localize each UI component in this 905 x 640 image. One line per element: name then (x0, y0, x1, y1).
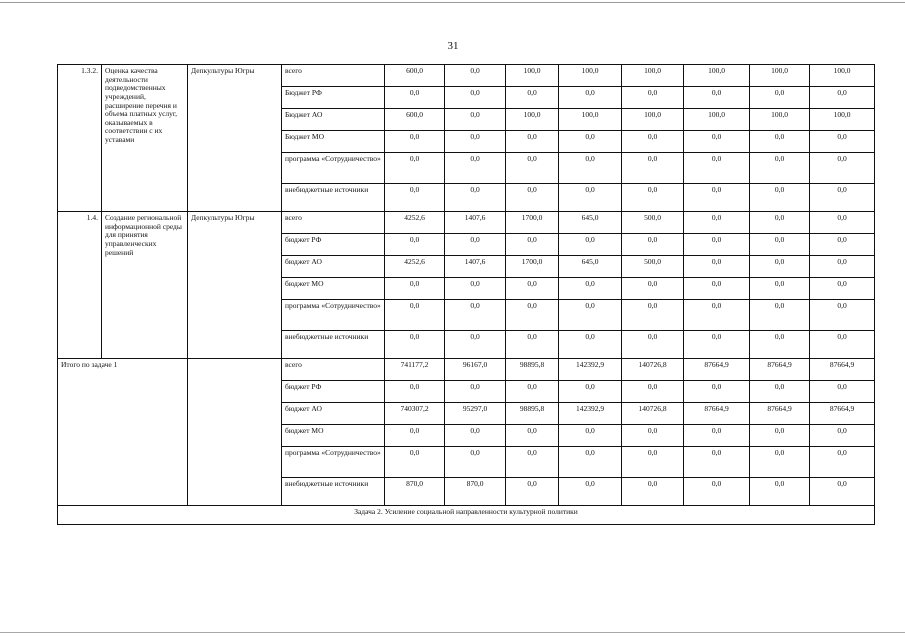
funding-value: 0,0 (810, 234, 875, 256)
funding-value: 0,0 (810, 87, 875, 109)
funding-value: 0,0 (622, 153, 684, 184)
funding-value: 100,0 (559, 109, 622, 131)
task-row (58, 506, 875, 525)
table-body (58, 65, 875, 525)
funding-source: бюджет РФ (282, 234, 385, 256)
funding-value: 0,0 (684, 478, 750, 506)
funding-value: 0,0 (506, 153, 559, 184)
funding-value: 0,0 (810, 256, 875, 278)
funding-value: 0,0 (622, 184, 684, 212)
funding-value: 0,0 (445, 65, 506, 87)
funding-value: 1407,6 (445, 256, 506, 278)
funding-value: 100,0 (506, 109, 559, 131)
funding-value: 1700,0 (506, 256, 559, 278)
funding-value: 0,0 (445, 447, 506, 478)
funding-value: 100,0 (684, 109, 750, 131)
section-name: Создание региональной информационной среды для принятия управленческих решений (102, 212, 188, 359)
funding-value: 0,0 (622, 300, 684, 331)
funding-value: 741177,2 (385, 359, 445, 381)
funding-value: 0,0 (622, 447, 684, 478)
funding-value: 100,0 (684, 65, 750, 87)
funding-value: 96167,0 (445, 359, 506, 381)
funding-value: 0,0 (506, 87, 559, 109)
funding-value: 0,0 (684, 153, 750, 184)
funding-value: 0,0 (559, 447, 622, 478)
funding-value: 0,0 (622, 331, 684, 359)
funding-value: 0,0 (385, 425, 445, 447)
funding-value: 0,0 (506, 425, 559, 447)
funding-value: 0,0 (750, 300, 810, 331)
funding-source: Бюджет АО (282, 109, 385, 131)
funding-value: 0,0 (385, 131, 445, 153)
funding-source: Бюджет РФ (282, 87, 385, 109)
funding-value: 0,0 (810, 447, 875, 478)
funding-value: 0,0 (385, 153, 445, 184)
funding-value: 0,0 (445, 381, 506, 403)
funding-source: бюджет РФ (282, 381, 385, 403)
funding-value: 0,0 (750, 153, 810, 184)
funding-value: 0,0 (506, 234, 559, 256)
funding-value: 142392,9 (559, 403, 622, 425)
funding-value: 0,0 (750, 212, 810, 234)
funding-value: 87664,9 (810, 403, 875, 425)
funding-value: 100,0 (810, 65, 875, 87)
section-executor: Депкультуры Югры (188, 65, 282, 212)
table-row (58, 359, 875, 381)
funding-value: 0,0 (750, 381, 810, 403)
funding-value: 0,0 (559, 131, 622, 153)
funding-value: 0,0 (445, 131, 506, 153)
funding-value: 98895,8 (506, 403, 559, 425)
budget-table (57, 64, 875, 525)
funding-value: 0,0 (810, 331, 875, 359)
funding-value: 0,0 (622, 234, 684, 256)
funding-value: 0,0 (622, 425, 684, 447)
funding-value: 0,0 (385, 331, 445, 359)
funding-value: 4252,6 (385, 256, 445, 278)
funding-value: 142392,9 (559, 359, 622, 381)
funding-value: 0,0 (385, 184, 445, 212)
funding-value: 0,0 (810, 381, 875, 403)
page-number: 31 (447, 40, 459, 52)
funding-value: 0,0 (622, 381, 684, 403)
funding-source: бюджет АО (282, 256, 385, 278)
funding-source: бюджет МО (282, 425, 385, 447)
funding-value: 0,0 (385, 278, 445, 300)
table-row (58, 212, 875, 234)
funding-value: 0,0 (445, 300, 506, 331)
funding-value: 0,0 (385, 381, 445, 403)
funding-value: 600,0 (385, 65, 445, 87)
funding-value: 0,0 (750, 131, 810, 153)
funding-value: 0,0 (559, 425, 622, 447)
funding-source: внебюджетные источники (282, 184, 385, 212)
funding-value: 0,0 (810, 212, 875, 234)
funding-value: 0,0 (506, 447, 559, 478)
funding-value: 0,0 (445, 109, 506, 131)
funding-source: внебюджетные источники (282, 478, 385, 506)
funding-value: 0,0 (559, 278, 622, 300)
funding-value: 0,0 (559, 331, 622, 359)
funding-value: 870,0 (445, 478, 506, 506)
funding-value: 100,0 (506, 65, 559, 87)
funding-value: 0,0 (559, 153, 622, 184)
funding-value: 0,0 (506, 184, 559, 212)
funding-source: Бюджет МО (282, 131, 385, 153)
funding-value: 0,0 (684, 212, 750, 234)
funding-value: 0,0 (684, 234, 750, 256)
funding-value: 4252,6 (385, 212, 445, 234)
funding-value: 0,0 (559, 234, 622, 256)
funding-source: программа «Сотрудничество» (282, 300, 385, 331)
funding-value: 0,0 (506, 331, 559, 359)
funding-value: 0,0 (810, 131, 875, 153)
funding-value: 0,0 (559, 184, 622, 212)
funding-value: 600,0 (385, 109, 445, 131)
funding-value: 0,0 (750, 425, 810, 447)
funding-value: 0,0 (684, 184, 750, 212)
funding-value: 870,0 (385, 478, 445, 506)
funding-value: 1700,0 (506, 212, 559, 234)
funding-value: 87664,9 (750, 359, 810, 381)
funding-value: 100,0 (622, 109, 684, 131)
funding-value: 0,0 (810, 184, 875, 212)
funding-value: 0,0 (445, 87, 506, 109)
funding-value: 0,0 (750, 234, 810, 256)
funding-value: 0,0 (622, 478, 684, 506)
funding-value: 0,0 (684, 331, 750, 359)
funding-value: 0,0 (810, 425, 875, 447)
funding-value: 0,0 (810, 478, 875, 506)
funding-value: 0,0 (684, 87, 750, 109)
funding-value: 0,0 (810, 153, 875, 184)
funding-value: 0,0 (684, 425, 750, 447)
funding-value: 0,0 (622, 278, 684, 300)
funding-value: 0,0 (445, 425, 506, 447)
funding-value: 0,0 (810, 278, 875, 300)
scan-edge-bottom (0, 632, 905, 633)
funding-value: 140726,8 (622, 359, 684, 381)
funding-value: 645,0 (559, 256, 622, 278)
funding-value: 87664,9 (810, 359, 875, 381)
funding-value: 645,0 (559, 212, 622, 234)
funding-value: 0,0 (385, 300, 445, 331)
funding-value: 0,0 (750, 278, 810, 300)
funding-source: внебюджетные источники (282, 331, 385, 359)
funding-value: 140726,8 (622, 403, 684, 425)
funding-value: 0,0 (750, 87, 810, 109)
funding-value: 87664,9 (684, 359, 750, 381)
funding-value: 87664,9 (750, 403, 810, 425)
funding-value: 500,0 (622, 212, 684, 234)
funding-value: 0,0 (750, 184, 810, 212)
funding-source: всего (282, 65, 385, 87)
funding-value: 100,0 (622, 65, 684, 87)
funding-value: 100,0 (559, 65, 622, 87)
section-code: 1.4. (58, 212, 102, 359)
funding-value: 0,0 (559, 300, 622, 331)
scan-edge-top (0, 2, 905, 3)
funding-value: 0,0 (445, 234, 506, 256)
section-executor (188, 359, 282, 506)
funding-value: 0,0 (559, 478, 622, 506)
funding-source: программа «Сотрудничество» (282, 447, 385, 478)
funding-source: всего (282, 359, 385, 381)
funding-value: 0,0 (445, 331, 506, 359)
funding-value: 0,0 (445, 153, 506, 184)
funding-value: 0,0 (506, 381, 559, 403)
funding-value: 500,0 (622, 256, 684, 278)
section-name: Итого по задаче 1 (58, 359, 188, 506)
funding-source: всего (282, 212, 385, 234)
funding-value: 0,0 (445, 278, 506, 300)
funding-value: 0,0 (750, 447, 810, 478)
funding-value: 87664,9 (684, 403, 750, 425)
funding-value: 0,0 (385, 234, 445, 256)
funding-value: 0,0 (559, 381, 622, 403)
funding-value: 0,0 (684, 447, 750, 478)
section-name: Оценка качества деятельности подведомственных учреждений, расширение перечня и объема платных услуг, оказываемых в соответствии с их уставами (102, 65, 188, 212)
funding-value: 0,0 (506, 131, 559, 153)
funding-value: 0,0 (750, 478, 810, 506)
funding-value: 0,0 (750, 256, 810, 278)
funding-value: 0,0 (622, 131, 684, 153)
funding-value: 0,0 (684, 381, 750, 403)
task2-title: Задача 2. Усиление социальной направленности культурной политики (58, 506, 875, 525)
funding-value: 0,0 (559, 87, 622, 109)
section-code: 1.3.2. (58, 65, 102, 212)
funding-value: 0,0 (684, 131, 750, 153)
funding-source: бюджет АО (282, 403, 385, 425)
funding-value: 0,0 (445, 184, 506, 212)
table-row (58, 65, 875, 87)
funding-value: 100,0 (810, 109, 875, 131)
funding-source: программа «Сотрудничество» (282, 153, 385, 184)
funding-value: 0,0 (506, 478, 559, 506)
funding-value: 0,0 (750, 331, 810, 359)
funding-value: 0,0 (684, 256, 750, 278)
section-executor: Депкультуры Югры (188, 212, 282, 359)
funding-value: 740307,2 (385, 403, 445, 425)
funding-value: 100,0 (750, 65, 810, 87)
funding-value: 0,0 (385, 447, 445, 478)
funding-value: 0,0 (385, 87, 445, 109)
funding-value: 0,0 (810, 300, 875, 331)
funding-value: 0,0 (684, 300, 750, 331)
funding-value: 100,0 (750, 109, 810, 131)
funding-value: 0,0 (506, 278, 559, 300)
funding-value: 1407,6 (445, 212, 506, 234)
funding-value: 0,0 (622, 87, 684, 109)
funding-source: бюджет МО (282, 278, 385, 300)
funding-value: 0,0 (684, 278, 750, 300)
funding-value: 0,0 (506, 300, 559, 331)
funding-value: 98895,8 (506, 359, 559, 381)
funding-value: 95297,0 (445, 403, 506, 425)
